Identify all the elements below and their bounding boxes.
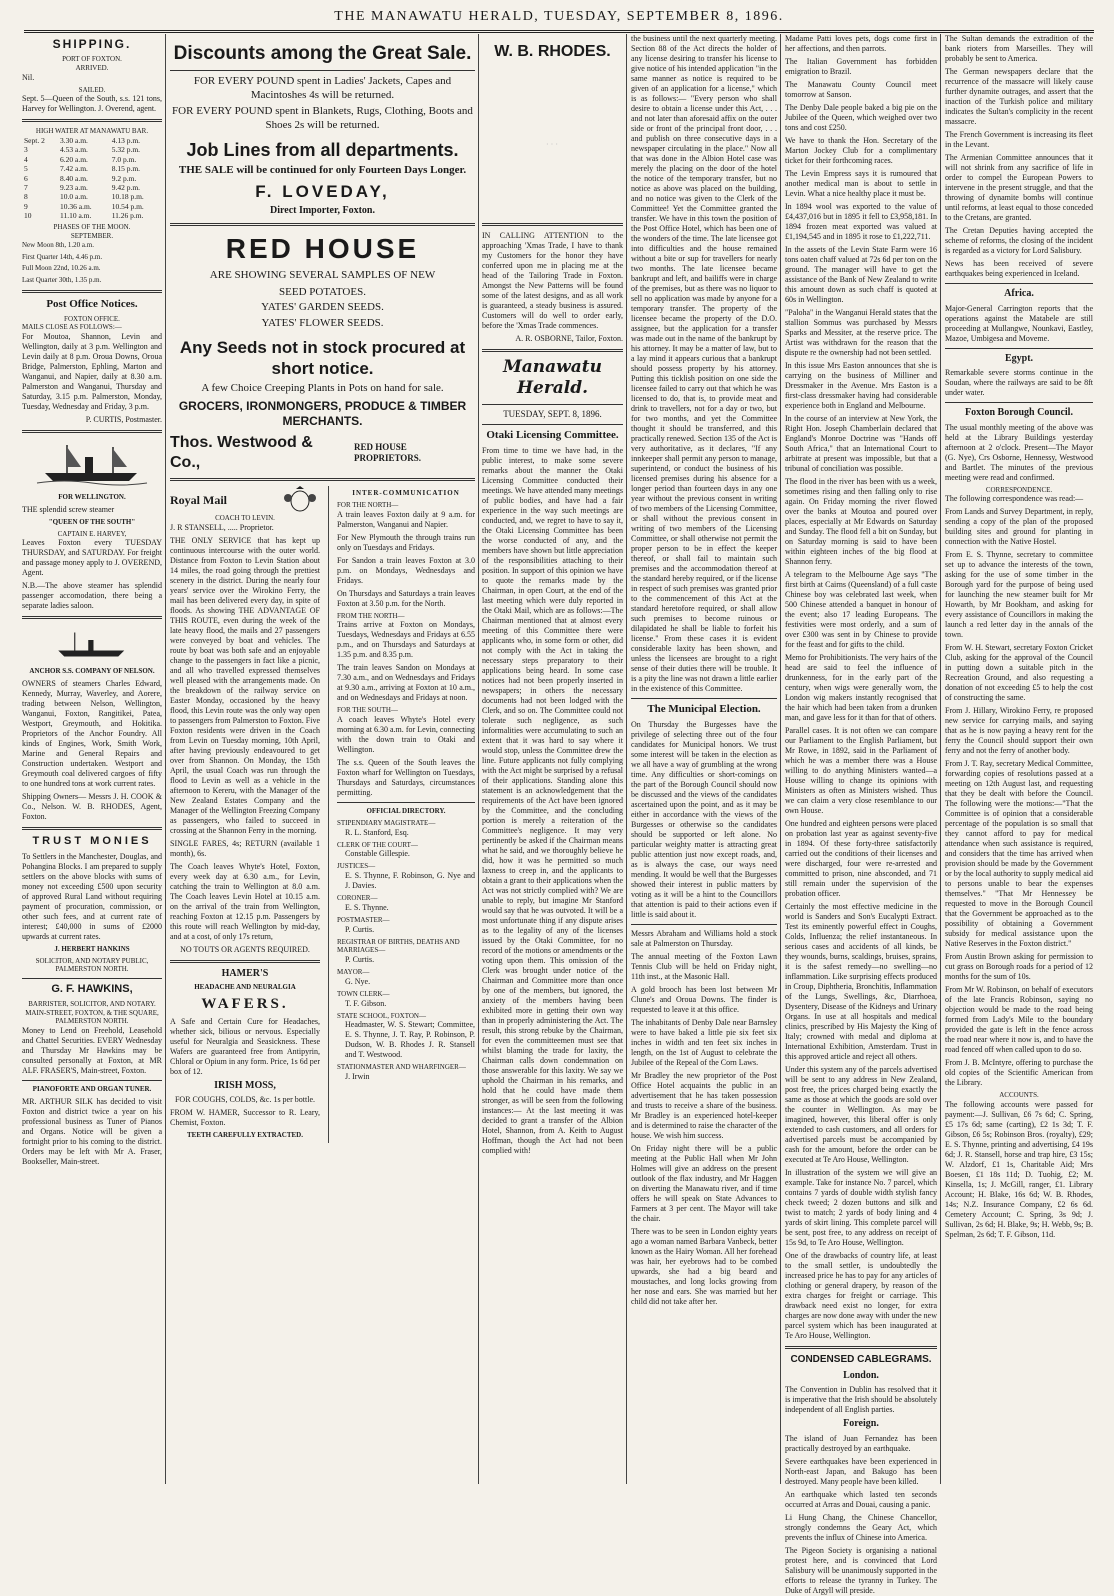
hankins-name: J. HERBERT HANKINS [54,944,130,953]
tide-cell: 7.0 p.m. [111,154,137,164]
official-directory-list [337,819,475,1082]
royal-mail-advert [170,486,320,1143]
red-house-heading: RED HOUSE [225,232,420,264]
train-notice: For Sandon a train leaves Foxton at 3.0 p.m. on Mondays, Wednesdays and Fridays. [337,555,475,585]
news-paragraph: One of the drawbacks of country life, at least to the small settler, is undoubtedly the increased price he has to pay for any articles of clothing or general drapery, by reason of the extra charges for freight or carriage. This drawback need exist no longer, for extra charges are now done away with under the new parcel system which has been inaugurated at Te Aro House, Wellington. [785,1251,937,1340]
hankins-title: SOLICITOR, AND NOTARY PUBLIC, PALMERSTON NORTH. [35,956,149,974]
correspondence-intro: The following correspondence was read:— [945,494,1084,504]
tide-row [22,145,162,154]
tide-cell: 11.10 a.m. [60,211,92,220]
directory-holder: R. L. Stanford, Esq. [345,827,409,837]
cable-news-item: The Sultan demands the extradition of the bank rioters from Marseilles. They will probably be sent to America. [945,34,1093,63]
hawkins-title: BARRISTER, SOLICITOR, AND NOTARY. MAIN-STREET, FOXTON, & THE SQUARE, PALMERSTON NORTH. [25,999,159,1026]
faded-advert-block [482,65,623,215]
tide-cell: 7.42 a.m. [60,164,88,174]
egypt-heading: Egypt. [1004,352,1034,364]
news-paragraph: In illustration of the system we will give an example. Take for instance No. 7 parcel, which contains 7 yards of double width stylish fancy check tweed; 2 dozen buttons and silk and twist to match; 2 yards of body lining and 4 yards of skirt lining. This complete parcel will be sent, post free, to any address on receipt of 15s 9d, to Te Aro House, Wellington. [785,1168,937,1247]
no-touts-notice: NO TOUTS OR AGENTS REQUIRED. [180,944,310,954]
divider [22,978,162,979]
tide-cell: Sept. 2 [24,136,45,145]
tide-cell: 5 [24,164,28,174]
sailed-heading: SAILED. [78,85,106,94]
discount-pound-1: FOR EVERY POUND spent in Ladies' Jackets, Capes and Macintoshes 4s will be returned. [193,74,452,101]
directory-holder: P. Curtis. [345,924,375,934]
teeth-notice: TEETH CAREFULLY EXTRACTED. [187,1131,303,1140]
tide-title: HIGH WATER AT MANAWATU BAR. [35,127,149,136]
coat-of-arms-icon [280,486,320,514]
correspondence-item: From W. H. Stewart, secretary Foxton Cricket Club, asking for the approval of the Council in putting down a suitable pitch in the Recreation Ground, and also requesting a donation of not exceeding £5 to help the cost of constructing the same. [945,643,1093,703]
train-notice: A train leaves Foxton daily at 9 a.m. for Palmerston, Wanganui and Napier. [337,509,475,529]
column-shipping [22,34,162,1486]
directory-holder: T. F. Gibson. [345,998,387,1008]
news-paragraph: The Levin Empress says it is rumoured that another medical man is about to settle in Levin. What a nice healthy place it must be. [785,169,937,198]
hamers-heading: HAMER'S [221,967,269,979]
divider [22,616,162,619]
captain-name: CAPTAIN E. HARVEY, [57,529,127,538]
tide-cell: 7 [24,182,28,192]
tide-row [22,174,162,183]
anchor-ship-illustration-icon [37,625,147,661]
news-paragraph: Certainly the most effective medicine in the world is Sanders and Son's Eucalypti Extract. Test its eminently powerful effect in Coughs, Colds, Influenza; the relief instantaneous. In serious cases and accidents of all kinds, be they wounds, burns, scaldings, bruises, sprains, it is the safest remedy—no swelling—no inflammation. Like surprising effects produced in Croup, Diphtheria, Bronchitis, Inflammation of the Lungs, Swellings, &c, Diarrhoea, Dysentery, Disease of the Kidneys and Urinary Organs. In use at all hospitals and medical clinics, prescribed by His Majesty the King of Italy; crowned with medal and diploma at International Exhibition, Amsterdam. Trust in this approved article and reject all others. [785,902,937,1061]
news-paragraph: Parallel cases. It is not often we can compare our Parliament to the English Parliament, but Mr Rowe, in 1892, said in the Parliament of which he was a member there was a House willing to do anything Ministers wanted—a House willing to change its opinions with Ministers as often as Ministers wished. Thus we can claim a very close resemblance to our own House. [785,726,937,815]
tide-cell: 9.2 p.m. [111,173,137,183]
tide-cell: 3 [24,145,28,155]
train-notice: The s.s. Queen of the South leaves the Foxton wharf for Wellington on Tuesdays, Thursdays and Saturdays, circumstances permitting. [337,758,475,797]
news-paragraph: In the course of an interview at New York, the Right Hon. Joseph Chamberlain declared that England's Monroe Doctrine was "Hands off South Africa," that an International Court to arbitrate at present was impossible, but that a tribunal of conciliation was possible. [785,414,937,473]
column-rule [940,34,941,1484]
news-paragraph: A telegram to the Melbourne Age says "The first birth at Cairns (Queensland) of a full caste Chinese boy was celebrated last week, when 500 Chinese attended a banquet in honour of the event; also 17 leading Europeans. The festivities were most orderly, and a sum of over £300 was sent in by Chinese to provide for the feast and for gifts to the child. [785,570,937,649]
news-paragraph: "Paloha" in the Wanganui Herald states that the stallion Sommus was purchased by Messrs Sparks and Messiter, at the reserve price. The Artist was withdrawn for the reason that the dispute re the ownership had not been settled. [785,308,937,357]
tide-cell: 10.18 p.m. [111,192,144,202]
directory-office: CORONER— [337,894,378,902]
royal-mail-title: Royal Mail [170,492,227,507]
news-paragraph: The Denby Dale people baked a big pie on the Jubilee of the Queen, which weighed over two tons and cost £250. [785,103,937,132]
column-rule [626,34,627,1484]
tide-cell: 10.0 a.m. [60,192,88,202]
column-rule [328,486,329,1143]
news-paragraph: The Manawatu County Council meet tomorrow at Sanson. [785,80,937,99]
coach-text: THE ONLY SERVICE that has kept up continuous intercourse with the outer world. Distance from Foxton to Levin Station about 14 miles, the road going through the prettiest scenery in the district. During the nearly four years' service over the Wirokino Ferry, the mail has been delivered every day, in spite of floods. As showing THE ADVANTAGE OF THIS ROUTE, even during the week of the late heavy flood, the mails and 27 passengers were conveyed by boat and vehicles. The route by boat was both safe and an enjoyable change to the passengers in fact like a picnic, and all who travelled expressed themselves well pleased with the arrangements made. On the breakdown of the railway service on Easter Monday, occasioned by the heavy flood, this Levin route was the only way open to passengers from Palmerston to Foxton. Five Foxton residents were driven in the Coach from Levin on Tuesday morning, 10th April, after having previously endeavoured to get over from Shannon. On Monday, the 15th April, the usual Coach was run through the flood to Levin as well as a vehicle in the afternoon to Kereru, with the Manager of the New Zealand Estates Company and the Manager of the Wellington Freezing Company as passengers, who failed to succeed in crossing at the Shannon Ferry in the morning. [170,535,320,835]
foreign-news-item: The island of Juan Fernandez has been practically destroyed by an earthquake. [785,1433,937,1453]
moon-month: SEPTEMBER. [70,232,114,241]
moon-phase: Full Moon 22nd, 10.26 a.m. [22,264,101,273]
from-north-heading: FROM THE NORTH— [337,611,405,620]
coach-fares: SINGLE FARES, 4s; RETURN (available 1 month), 6s. [170,838,320,858]
lower-advert-row [170,486,475,1143]
tide-cell: 5.32 p.m. [111,145,141,155]
correspondence-item: From E. S. Thynne, secretary to committee set up to advance the interests of the town, asking for the use of some timber in the Borough yard for the purpose of being used for launching the new steamer built for Mr Howarth, by Mr Bookham, and asking for every assistance of Councillors in making the launch a red letter day in the annals of the town. [945,550,1093,640]
coach-heading: COACH TO LEVIN. [215,514,275,522]
directory-office: STATE SCHOOL, FOXTON— [337,1011,426,1020]
divider [22,290,162,293]
tide-row [22,155,162,164]
irish-moss-heading: IRISH MOSS, [214,1079,276,1091]
grocers-heading: GROCERS, IRONMONGERS, PRODUCE & TIMBER MERCHANTS. [178,399,467,428]
news-paragraph: Madame Patti loves pets, dogs come first in her affections, and then parrots. [785,34,937,53]
discounts-heading: Discounts among the Great Sale. [173,43,472,64]
column-rule [165,34,166,1484]
creeping-plants-text: A few Choice Creeping Plants in Pots on hand for sale. [201,382,444,395]
westwood-name: Thos. Westwood & Co., [170,434,313,471]
divider [170,70,475,71]
cable-news-item: The Cretan Deputies having accepted the scheme of reforms, the closing of the incident is regarded as a victory for Lord Salisbury. [945,226,1093,255]
tide-cell: 9.23 a.m. [60,182,88,192]
directory-holder: J. Irwin [345,1072,370,1081]
foreign-news-item: The Pigeon Society is organising a national protest here, and is convinced that Lord Salisbury will be unanimously supported in the efforts to release the tyranny in Turkey. The Duke of Argyll will preside. [785,1545,937,1595]
divider [785,1346,937,1349]
london-text: The Convention in Dublin has resolved that it is imperative that the Irish should be absolutely independent of all English parties. [785,1385,937,1414]
directory-holder: Constable Gillespie. [345,849,410,859]
divider [22,827,162,830]
municipal-article-text: On Thursday the Burgesses have the privilege of selecting three out of the four candidates for Municipal honors. We trust some interest will be taken in the election as we all have a way of grumbling at the wrong time. Any difficulties or short-comings on the part of the Borough Council should now be discussed and the views of the candidates ascertained upon the point, and as it may be either in accordance with the views of the Burgesses or otherwise so the candidates should be supported or left alone. No particular weighty matter is attracting great public attention just now except roads, and, as is always the case, our ways need mending. It would be well that the Burgesses showed their interest in public matters by voting as it will be a hint to the Councillors that attention is paid to their actions even if little is said about it. [631,719,777,919]
royal-mail-header [170,486,320,514]
wafers-text: A Safe and Certain Cure for Headaches, whether sick, bilious or nervous. Especially useful for Neuralgia and Seasickness. These Wafers are guaranteed free from Antipyrin, Chloral or Opium in any form. Price, 1s 6d per box of 12. [170,1016,320,1076]
issue-date: TUESDAY, SEPT. 8, 1896. [503,408,602,419]
moon-phase: Last Quarter 30th, 1.35 p.m. [22,276,102,285]
piano-tuner-title: PIANOFORTE AND ORGAN TUNER. [32,1085,152,1094]
tide-cell: 4.13 p.m. [111,136,141,145]
port-heading: PORT OF FOXTON. [62,55,122,63]
steamer-name: "QUEEN OF THE SOUTH" [48,517,136,526]
hawkins-text: Money to Lend on Freehold, Leasehold and Chattel Securities. EVERY Wednesday and Thursday Mr Hawkins may be consulted personally at Foxton, at MR ALF. FRASER'S, Main-street, Foxton. [22,1026,162,1076]
news-paragraph: In this issue Mrs Easton announces that she is carrying on the business of Milliner and Dressmaker in the Avenue. Mrs Easton is a first-class dressmaker having had considerable experience both in England and Melbourne. [785,361,937,410]
directory-office: POSTMASTER— [337,915,390,924]
cable-news-item: The French Government is increasing its fleet in the Levant. [945,130,1093,149]
municipal-heading: The Municipal Election. [647,703,761,715]
post-office-title: Post Office Notices. [46,297,138,310]
coach-times: The Coach leaves Whyte's Hotel, Foxton, every week day at 6.30 a.m., for Levin, catching the train to Wellington at 8.0 a.m. The Coach leaves Levin Hotel at 10.15 a.m. on the arrival of the train from Wellington, reaching Foxton at 12.15 p.m. Passengers by this route will reach Wellington by mid-day, and at a cost, of only 17s return, [170,861,320,941]
westwood-signature [170,433,475,473]
for-south-list [337,715,475,798]
tide-cell: 10.36 a.m. [60,201,92,211]
news-paragraph: One hundred and eighteen persons were placed on probation last year as against seventy-five in 1894. Of these forty-three satisfactorily carried out the conditions of their licenses and were discharged, four were re-arrested and committed to prison, nine absconded, and 71 still remain under the supervision of the probation officer. [785,819,937,898]
directory-office: REGISTRAR OF BIRTHS, DEATHS AND MARRIAGES— [337,937,460,955]
foreign-heading: Foreign. [843,1418,879,1429]
wafers-heading: WAFERS. [201,996,289,1012]
correspondence-item: From Lands and Survey Department, in reply, sending a copy of the plan of the proposed building sites and ground for planting in connection with the Native Hostel. [945,507,1093,547]
africa-heading: Africa. [1004,288,1034,299]
local-news-item: A gold brooch has been lost between Mr Clune's and Oroua Downs. The finder is requested to leave it at this office. [631,984,777,1014]
cable-news-item: The German newspapers declare that the recurrence of the massacre will likely cause further dynamite outrages, and assert that the inaction of the Turkish police and military indicates the Sultan's complicity in the recent massacre. [945,67,1093,126]
arrived-text: Nil. [22,72,35,82]
cablegrams-heading: CONDENSED CABLEGRAMS. [790,1354,932,1365]
directory-holder: E. S. Thynne. [345,902,389,912]
shipping-title: SHIPPING. [52,37,132,51]
local-news-item: On Friday night there will be a public meeting at the Public Hall when Mr John Holmes will give an address on the present outlook of the flax industry, and Mr Haggen on diverting the Manawatu river, and if time offers he will speak on State Advances to Farmers at 3 per cent. The Mayor will take the chair. [631,1143,777,1223]
osborne-advert-text: IN CALLING ATTENTION to the approaching 'Xmas Trade, I have to thank my Customers for the honor they have conferred upon me in placing me at the head of the Tailoring Trade in Foxton. Amongst the New Patterns will be found some of the latest designs, and as all work is guaranteed, a steady business is assured. Customers will do well to order early, before the 'Xmas Trade commences. [482,231,623,330]
accounts-text: The following accounts were passed for payment:—J. Sullivan, £6 7s 6d; C. Spring, £5 17s 6d; same (carting), £2 1s 3d; T. F. Gibson, £6 5s; Robinson Bros. (royalty), £29; E. S. Thynne, printing and advertising, £4 19s 6d; J. R. Stansell, horse and trap hire, £3 15s; W. Alzdorf, £1 1s, Charitable Aid; Mrs Boesen, £1 18s 11d; D. Tuohig, £2; M. Kinsella, 1s; J. McGill, ranger, £1. Library Account; H. Blake, 16s 6d; W. B. Rhodes, 14s; N.Z. Insurance Company, £2 6s 6d. Cemetery Account; C. Spring, 3s 9d; J. Sullivan, 2s 6d; H. Blake, 9s; H. Webb, 9s; B. Spelman, 2s 6d; T. F. Gibson, 11d. [945,1100,1093,1239]
hawkins-name: G. F. HAWKINS, [51,983,133,996]
job-lines-heading: Job Lines from all departments. [186,139,459,160]
otaki-article-continued: the business until the next quarterly meeting. Section 88 of the Act directs the holder of any license desiring to transfer his license to give notice of his intended application "in the same manner as notice is required to be given of an application for a license," which is as follows:— "Every person who shall desire to obtain a license under this Act, . . . and not later than aforesaid affix on the outer side or front of the principal front door, . . . and publish on three consecutive days in a newspaper circulating in the place." Now all that was done in the Albion Hotel case was merely the placing on the door of the hotel the notice of the temporary transfer, but no notice as above was placed on the building, and no notice was given to the Clerk of the Committee! Yet the Committee granted the transfer. We have in this town the position of the Post Office Hotel, which has been one of the wonders of the time. The late licensee got into difficulties and the house remained without a bite or sup for travellers for nearly two months. The late licensee became bankrupt and left, and bailiffs were in charge of the premises, but as there was no liquor to sell no application was made by anyone for a temporary transfer. The property of the licensee became the property of the D.O. assignee, but the application for a transfer was made out in the name of the bankrupt by his attorney. It may be a matter of law, but to a lay mind it appears curious that a bankrupt should possess property by his attorney. Putting this ticklish position on one side the licensee failed to carry out that which he was licensed to do, that is, to provide meat and drink to travellers, not for a day or two, but for two months, and yet the Committee thought it should be transferred, and this practically renewed. Section 135 of the Act is very authoritative, as it declares, "If any innkeeper shall permit any person to manage, superintend, or conduct the business of his licensed premises during his absence for a longer period than fourteen days in any one year without the previous consent in writing of two members of the Licensing Committee, or shall without the previous consent in writing of two members of the Licensing Committee, or shall otherwise not permit the proper person to be in effect the keeper thereof, or shall fail to maintain such premises and the accommodation thereof at the standard hereby required, or if the license in respect of such premises was granted prior to the commencement of this Act at the standard heretofore required, or shall allow such premises to become ruinous or dilapidated he shall be liable to forfeit his license." From these cases it is evident considerable laxity has been shown, and unless the licensees are brought to a right sense of their duties there will be trouble. It is a pity the line was not drawn a little earlier in the existence of this Committee. [631,34,777,693]
divider [22,1080,162,1081]
otaki-heading: Otaki Licensing Committee. [486,428,619,441]
foreign-news-list [785,1434,937,1596]
directory-office: MAYOR— [337,968,370,976]
tide-cell: 9 [24,201,28,211]
correspondence-heading: CORRESPONDENCE. [985,485,1053,494]
tide-cell: 8.15 p.m. [111,164,141,174]
cable-news-list [945,34,1093,279]
tide-row [22,192,162,201]
news-paragraph: We have to thank the Hon. Secretary of the Marton Jockey Club for a complimentary ticket for their forthcoming races. [785,136,937,165]
divider [945,402,1093,403]
correspondence-item: From J. T. Ray, secretary Medical Committee, forwarding copies of resolutions passed at a meeting on 12th August last, and requesting that they be dealt with before the Council. The following were the motions:—"That the Committee is of opinion that a considerable percentage of the population is so small that they cannot afford to pay for medical attendance when such assistance is required, and considers that the time has arrived when provision should be made by the Government or by the local authority to supply medical aid to persons unable to bear the expenses themselves." "That Mr Hennessey be requested to move in the Borough Council that the Government be approached as to the possibility of obtaining a Government subsidy for medical assistance upon the Native Reserves in the Foxton district." [945,759,1093,949]
from-north-list [337,620,475,703]
trust-monies-text: To Settlers in the Manchester, Douglas, and Pohangina Blocks. I am prepared to supply settlers on the above blocks with sums of money not exceeding £500 upon security of approved Rural Land without requiring payment of procuration, commission, or other such fees, and at current rate of interest; £40,000 in sums of £2000 upwards at current rates. [22,851,162,941]
london-heading: London. [843,1369,879,1381]
otaki-article-text: From time to time we have had, in the public interest, to make some severe remarks about the manner the Otaki Licensing Committee conducted their meetings. We have attended many meetings of public bodies, and have had a fair experience in the way such meetings are conducted, and, we regret to have to say it, the Otaki Licensing Committee has been the worse conducted of any, and the members have shown but little appreciation of the responsibilities attaching to their position. In support of this opinion we have to quote the remarks made by the Chairman, in open Court, at the end of the last meeting which were duly reported in the Otaki Mail, which are as follows:—The Chairman mentioned that at almost every meeting of this Committee there were applicants who, in some form or other, did not comply with the Act in taking the necessary steps preparatory to their applications being heard. In some case notices had not been properly inserted in newspapers; in others the necessary documents had not been lodged with the Clerk, and so on. The Committee could not tolerate such negligence, as such informalities were accumulating to such an extent that it was hard to say where it would stop, unless the Committee drew the line. Future applicants not fully complying with the Act might be surprised by a refusal of their applications. Standing alone this statement is an acknowledgement that the requirements of the Act have been ignored by the Committee, and the concluding portion is merely a reiteration of the Committee's negligence. It may very pertinently be asked if the Chairman means what he said, and we thoroughly believe he did, how it was he permitted so much laxness to creep in, and the applicants to obtain a grant to their applications when the Act was not strictly complied with? We are unable to reply, but imagine Mr Stanford would say that he was outvoted. It will be a most unfortunate thing if any dispute arises as to the legality of any of the licenses issued by the Otaki Committee, for no record of the motions or amendments or the voting upon them. This omission of the Clerk was brought under notice of the Chairman and Committee more than once by one of the members, but ignored, the anxiety of the members having been exhibited more in getting their own way than in properly administering the Act. The result, this strong rebuke by the Chairman, for even the committeemen must see that whilst blaming the trade for laxity, the Chairman calls down condemnation on those answerable for this laxity. We say we uphold the Chairman in his remarks, and hold that he could have made them stronger, as will be seen from the following instances:— At the last meeting it was decided to grant a transfer of the Albion Hotel, Shannon, from A. Keith to August Hoffman, though the Act had not been complied with! [482,445,623,1155]
intercommunication-heading: INTER-COMMUNICATION [352,489,460,497]
divider [631,924,777,925]
for-south-heading: FOR THE SOUTH— [337,706,398,715]
local-news-list [631,929,777,1307]
correspondence-item: From J. B. McIntyre, offering to purchase the old copies of the Scientific American from the Library. [945,1058,1093,1088]
moon-phase: New Moon 8th, 1.20 a.m. [22,240,94,249]
local-news-item: There was to be seen in London eighty years ago a woman named Barbara Vanbeck, better known as the Hairy Woman. All her forehead was hair, her eyebrows had to be combed upwards, she had a big beard and moustaches, and long locks growing from her nose and ears. She was married but her child did not take after her. [631,1226,777,1306]
tide-cell: 9.42 p.m. [111,182,141,192]
coach-proprietor: J. R STANSELL, ..... Proprietor. [170,522,274,532]
foreign-news-item: Li Hung Chang, the Chinese Chancellor, strongly condemns the Geary Act, which prevents the influx of Chinese into America. [785,1512,937,1542]
osborne-signature: A. R. OSBORNE, Tailor, Foxton. [515,334,623,343]
correspondence-item: From J. Hillary, Wirokino Ferry, re proposed new service for carrying mails, and saying that as he is now paying a heavy rent for the ferry the Council should support their own ferry and not the ferry of another body. [945,706,1093,756]
column-rule [478,34,479,1484]
local-news-item: The inhabitants of Denby Dale near Barnsley were to have baked a little pie six feet six inches in width and ten feet six inches in length, on the 1st of August to celebrate the Jubilee of the Repeal of the Corn Laws. [631,1017,777,1067]
discount-pound-2: FOR EVERY POUND spent in Blankets, Rugs, Clothing, Boots and Shoes 2s will be returned. [172,105,473,131]
intercommunication-section [337,486,475,1143]
for-north-heading: FOR THE NORTH— [337,500,399,509]
news-paragraph: In the assets of the Levin State Farm were 16 tons oaten chaff valued at 72s 6d per ton on the ground. The manager will have to get the assistance of the Bank of New Zealand to write this amount down as such chaff is quoted at 60s in Wellington. [785,245,937,304]
seed-item: SEED POTATOES. [279,285,366,298]
trust-monies-title: TRUST MONIES [32,835,152,848]
directory-holder: G. Nye. [345,976,371,986]
divider [22,430,162,433]
mails-text: For Moutoa, Shannon, Levin and Wellington, daily at 3 p.m. Wellington and Levin daily at 8 p.m. Oroua Downs, Oroua Bridge, Palmerston, Ephling, Marton and Wanganui, and Napier, daily at 8.30 a.m. Palmerston and Wanganui, Thursday and Saturday, 3.15 p.m. Palmerston, Monday, Tuesday, Wednesday and Friday, 3 p.m. [22,332,162,412]
divider [482,404,623,405]
tide-cell: 8.40 a.m. [60,173,88,183]
tide-cell: 3.30 a.m. [60,136,88,145]
seed-item: YATES' GARDEN SEEDS. [261,301,384,314]
steamship-illustration-icon [37,439,147,487]
masthead: THE MANAWATU HERALD, TUESDAY, SEPTEMBER 8, 1896. [24,4,1094,33]
correspondence-item: From Austin Brown asking for permission to cut grass on Borough roads for a period of 12 months for the sum of 10s. [945,952,1093,982]
svg-text:· · ·: · · · [546,140,558,149]
borough-council-text: The usual monthly meeting of the above was held at the Library Buildings yesterday afternoon at 2 o'clock. Present—The Mayor (G. Nye), Crs Osborne, Hennessy, Westwood and Bartlet. The minutes of the previous meeting were read and confirmed. [945,422,1093,482]
moon-phase: First Quarter 14th, 4.46 p.m. [22,252,103,261]
africa-text: Major-General Carrington reports that the operations against the Matabele are still proceeding at Mullangwe, Nounkavi, Eastley, Mazoe, Umbigesa and Moveme. [945,303,1093,343]
correspondence-list [945,507,1093,1088]
loveday-name: F. LOVEDAY, [255,182,390,201]
egypt-text: Remarkable severe storms continue in the Soudan, where the railways are said to be 8ft under water. [945,368,1093,397]
tide-row [22,202,162,211]
divider [631,698,777,699]
divider [945,283,1093,284]
anchor-company-title: ANCHOR S.S. COMPANY OF NELSON. [29,667,155,676]
correspondence-item: From Mr W. Robinson, on behalf of executors of the late Francis Robinson, saying no objection would be made to the road being formed from Lady's Mile to the boundary provided the gate is left in the fence across the road near where it now is, and to have the road fenced off when called upon to do so. [945,985,1093,1055]
tide-row [22,164,162,173]
train-notice: A coach leaves Whyte's Hotel every morning at 6.30 a.m. for Levin, connecting with the down train to Otaki and Wellington. [337,715,475,754]
tide-row [22,211,162,220]
tide-row [22,183,162,192]
column-cables-council [945,34,1093,1486]
red-house-intro: ARE SHOWING SEVERAL SAMPLES OF NEW [209,268,436,281]
train-notice: Trains arrive at Foxton on Mondays, Tuesdays, Wednesdays and Fridays at 6.55 p.m., and on Thursdays and Saturdays at 1.35 p.m. and 8.35 p.m. [337,620,475,660]
divider [482,349,623,352]
headache-heading: HEADACHE AND NEURALGIA [194,983,296,992]
official-directory-heading: OFFICIAL DIRECTORY. [366,807,446,815]
steamer-intro: THE splendid screw steamer [22,504,115,514]
tide-cell: 8 [24,192,28,202]
column-editorial [482,34,623,1486]
directory-office: STIPENDIARY MAGISTRATE— [337,818,436,827]
tide-cell: 6.20 a.m. [60,154,88,164]
tide-cell: 6 [24,173,28,183]
accounts-heading: ACCOUNTS. [999,1091,1039,1100]
steamer-note: N.B.—The above steamer has splendid passenger accomodation, there being a separate ladies saloon. [22,581,162,611]
moon-list [22,241,162,285]
directory-office: JUSTICES— [337,862,376,871]
tide-table [22,136,162,220]
divider [170,223,475,226]
news-paragraph: The flood in the river has been with us a week, sometimes rising and then falling only to rise again. On Friday morning the river flowed over the banks at Moutoa and poured over places, especially at Mr Edwards on Saturday and Sunday. The flood fell a bit on Sunday, but on Saturday morning is said to have been within eighteen inches of the big flood at Shannon ferry. [785,477,937,566]
divider [170,960,320,963]
divider [170,478,475,481]
news-paragraph: In 1894 wool was exported to the value of £4,437,016 but in 1895 it fell to £3,958,181. In 1894 frozen meat exported was valued at £1,194,545 and in 1895 it rose to £1,222,711. [785,202,937,241]
irish-moss-text: FOR COUGHS, COLDS, &c. 1s per bottle. [174,1095,315,1105]
sailed-text: Sept. 5—Queen of the South, s.s. 121 tons, Harvey for Wellington. J. Overend, agent. [22,94,162,114]
news-paragraph: The Italian Government has forbidden emigration to Brazil. [785,57,937,76]
foreign-news-item: Severe earthquakes have been experienced in North-east Japan, and Bakugo has been destroyed. Many people have been killed. [785,1456,937,1486]
news-paragraph: Memo for Prohibitionists. The very hairs of the head are said to feel the influence of drunkenness, for in the early part of the century, when wigs were generally worn, the London wig makers instantly recognised that the hair which had been taken from a drunken man, and gave less for it than for that of others. [785,653,937,722]
tide-row [22,136,162,145]
tide-cell: 10.54 p.m. [111,201,144,211]
postmaster-sign: P. CURTIS, Postmaster. [85,415,162,425]
directory-holder: E. S. Thynne, F. Robinson, G. Nye and J. Davies. [345,871,475,890]
cable-news-item: The Armenian Committee announces that it will not shrink from any sacrifice of life in order to compel the European Powers to intervene in the present struggle, and that the throwing of dynamite bombs will continue until reforms, at least equal to those conceded to the Cretans, are granted. [945,153,1093,222]
column-paragraphs [785,34,937,1595]
tide-cell: 4.53 a.m. [60,145,88,155]
directory-holder: Headmaster, W. S. Stewart; Committee, E. S. Thynne, J. T. Ray, P. Robinson, P. Dudson, W. B. Rhodes J. R. Stansell and T. Westwood. [345,1020,475,1060]
any-seeds-heading: Any Seeds not in stock procured at short notice. [179,337,466,378]
cable-news-item: News has been received of severe earthquakes being experienced in Iceland. [945,259,1093,278]
hamer-signature: FROM W. HAMER, Successor to R. Leary, Chemist, Foxton. [170,1108,320,1128]
post-office-subtitle: FOXTON OFFICE. [64,314,120,323]
column-rule [780,34,781,1484]
local-news-item: Messrs Abraham and Williams hold a stock sale at Palmerston on Thursday. [631,928,777,948]
tide-cell: 11.26 p.m. [111,211,144,220]
news-paragraph-list [785,34,937,1341]
for-north-list [337,510,475,609]
column-news [631,34,777,1486]
divider [945,348,1093,349]
anchor-agents: Shipping Owners— Messrs J. H. COOK & Co., Nelson. W. B. RHODES, Agent, Foxton. [22,792,162,822]
train-notice: The train leaves Sandon on Mondays at 7.30 a.m., and on Wednesdays and Fridays at 9.30 a.m., arriving at Foxton at 10 a.m., and on Wednesdays and Fridays at noon. [337,663,475,703]
news-paragraph: Under this system any of the parcels advertised will be sent to any address in New Zealand, post free, the prices charged being exactly the same as those at which the goods are sold over the counter in Wellington. As may be imagined, however, this liberal offer is only extended to cash customers, and all orders for advertised parcels must be accompanied by cash for the amount, before the order can be executed at Te Aro House, Wellington. [785,1065,937,1164]
herald-nameplate: Manawatu Herald. [502,357,603,399]
arrived-heading: ARRIVED. [75,63,109,72]
tide-cell: 4 [24,154,28,164]
sale-notice: THE SALE will be continued for only Fourteen Days Longer. [178,164,467,177]
directory-office: STATIONMASTER AND WHARFINGER— [337,1063,466,1072]
borough-council-heading: Foxton Borough Council. [965,407,1073,418]
moon-title: PHASES OF THE MOON. [53,223,131,232]
divider [482,223,623,226]
foreign-news-item: An earthquake which lasted ten seconds occurred at Arras and Douai, causing a panic. [785,1489,937,1509]
loveday-subtitle: Direct Importer, Foxton. [270,205,375,217]
directory-office: TOWN CLERK— [337,989,390,998]
column-advertisements [170,34,475,1486]
mails-heading: MAILS CLOSE AS FOLLOWS:— [22,323,122,332]
divider [337,802,475,803]
local-news-item: The annual meeting of the Foxton Lawn Tennis Club will be held on Friday night, 11th inst., at the Masonic Hall. [631,951,777,981]
train-notice: On Thursdays and Saturdays a train leaves Foxton at 3.50 p.m. for the North. [337,588,475,608]
directory-holder: P. Curtis. [345,955,375,964]
train-notice: For New Plymouth the through trains run only on Tuesdays and Fridays. [337,532,475,552]
westwood-subtitle: RED HOUSE PROPRIETORS. [353,441,422,463]
divider [482,424,623,425]
tide-cell: 10 [24,211,32,220]
for-wellington-title: FOR WELLINGTON. [58,493,126,502]
rhodes-heading: W. B. RHODES. [494,43,611,60]
directory-office: CLERK OF THE COURT— [337,840,418,849]
steamer-body: Leaves Foxton every TUESDAY THURSDAY, and SATURDAY. For freight and passage money apply to J. OVEREND, Agent. [22,538,162,578]
anchor-company-text: OWNERS of steamers Charles Edward, Kennedy, Murray, Waverley, and Aorere, trading between Nelson, Wellington, Wanganui, Foxton, Rangitikei, Patea, Westport, Greymouth, and Hokitika. Proprietors of the Anchor Foundry. All kinds of Engines, Work, Smith Work, Marine and General Repairs and Construction undertaken. Westport and Greymouth coal delivered cargoes of fifty to one hundred tons at work current rates. [22,679,162,789]
local-news-item: Mr Bradley the new proprietor of the Post Office Hotel acquaints the public in an advertisement that he has taken possession and trusts to receive a share of the business. Mr Bradley is an experienced hotel-keeper and is determined to raise the character of the house. We wish him success. [631,1070,777,1140]
piano-tuner-text: MR. ARTHUR SILK has decided to visit Foxton and district twice a year on his professional business as Tuner of Pianos and Organs. Notice will be given a fortnight prior to his coming to the district. Orders may be left with Mr A. Fraser, Bookseller, Main-street. [22,1096,162,1166]
seed-item: YATES' FLOWER SEEDS. [261,317,384,329]
seed-list [170,286,475,331]
divider [22,119,162,122]
